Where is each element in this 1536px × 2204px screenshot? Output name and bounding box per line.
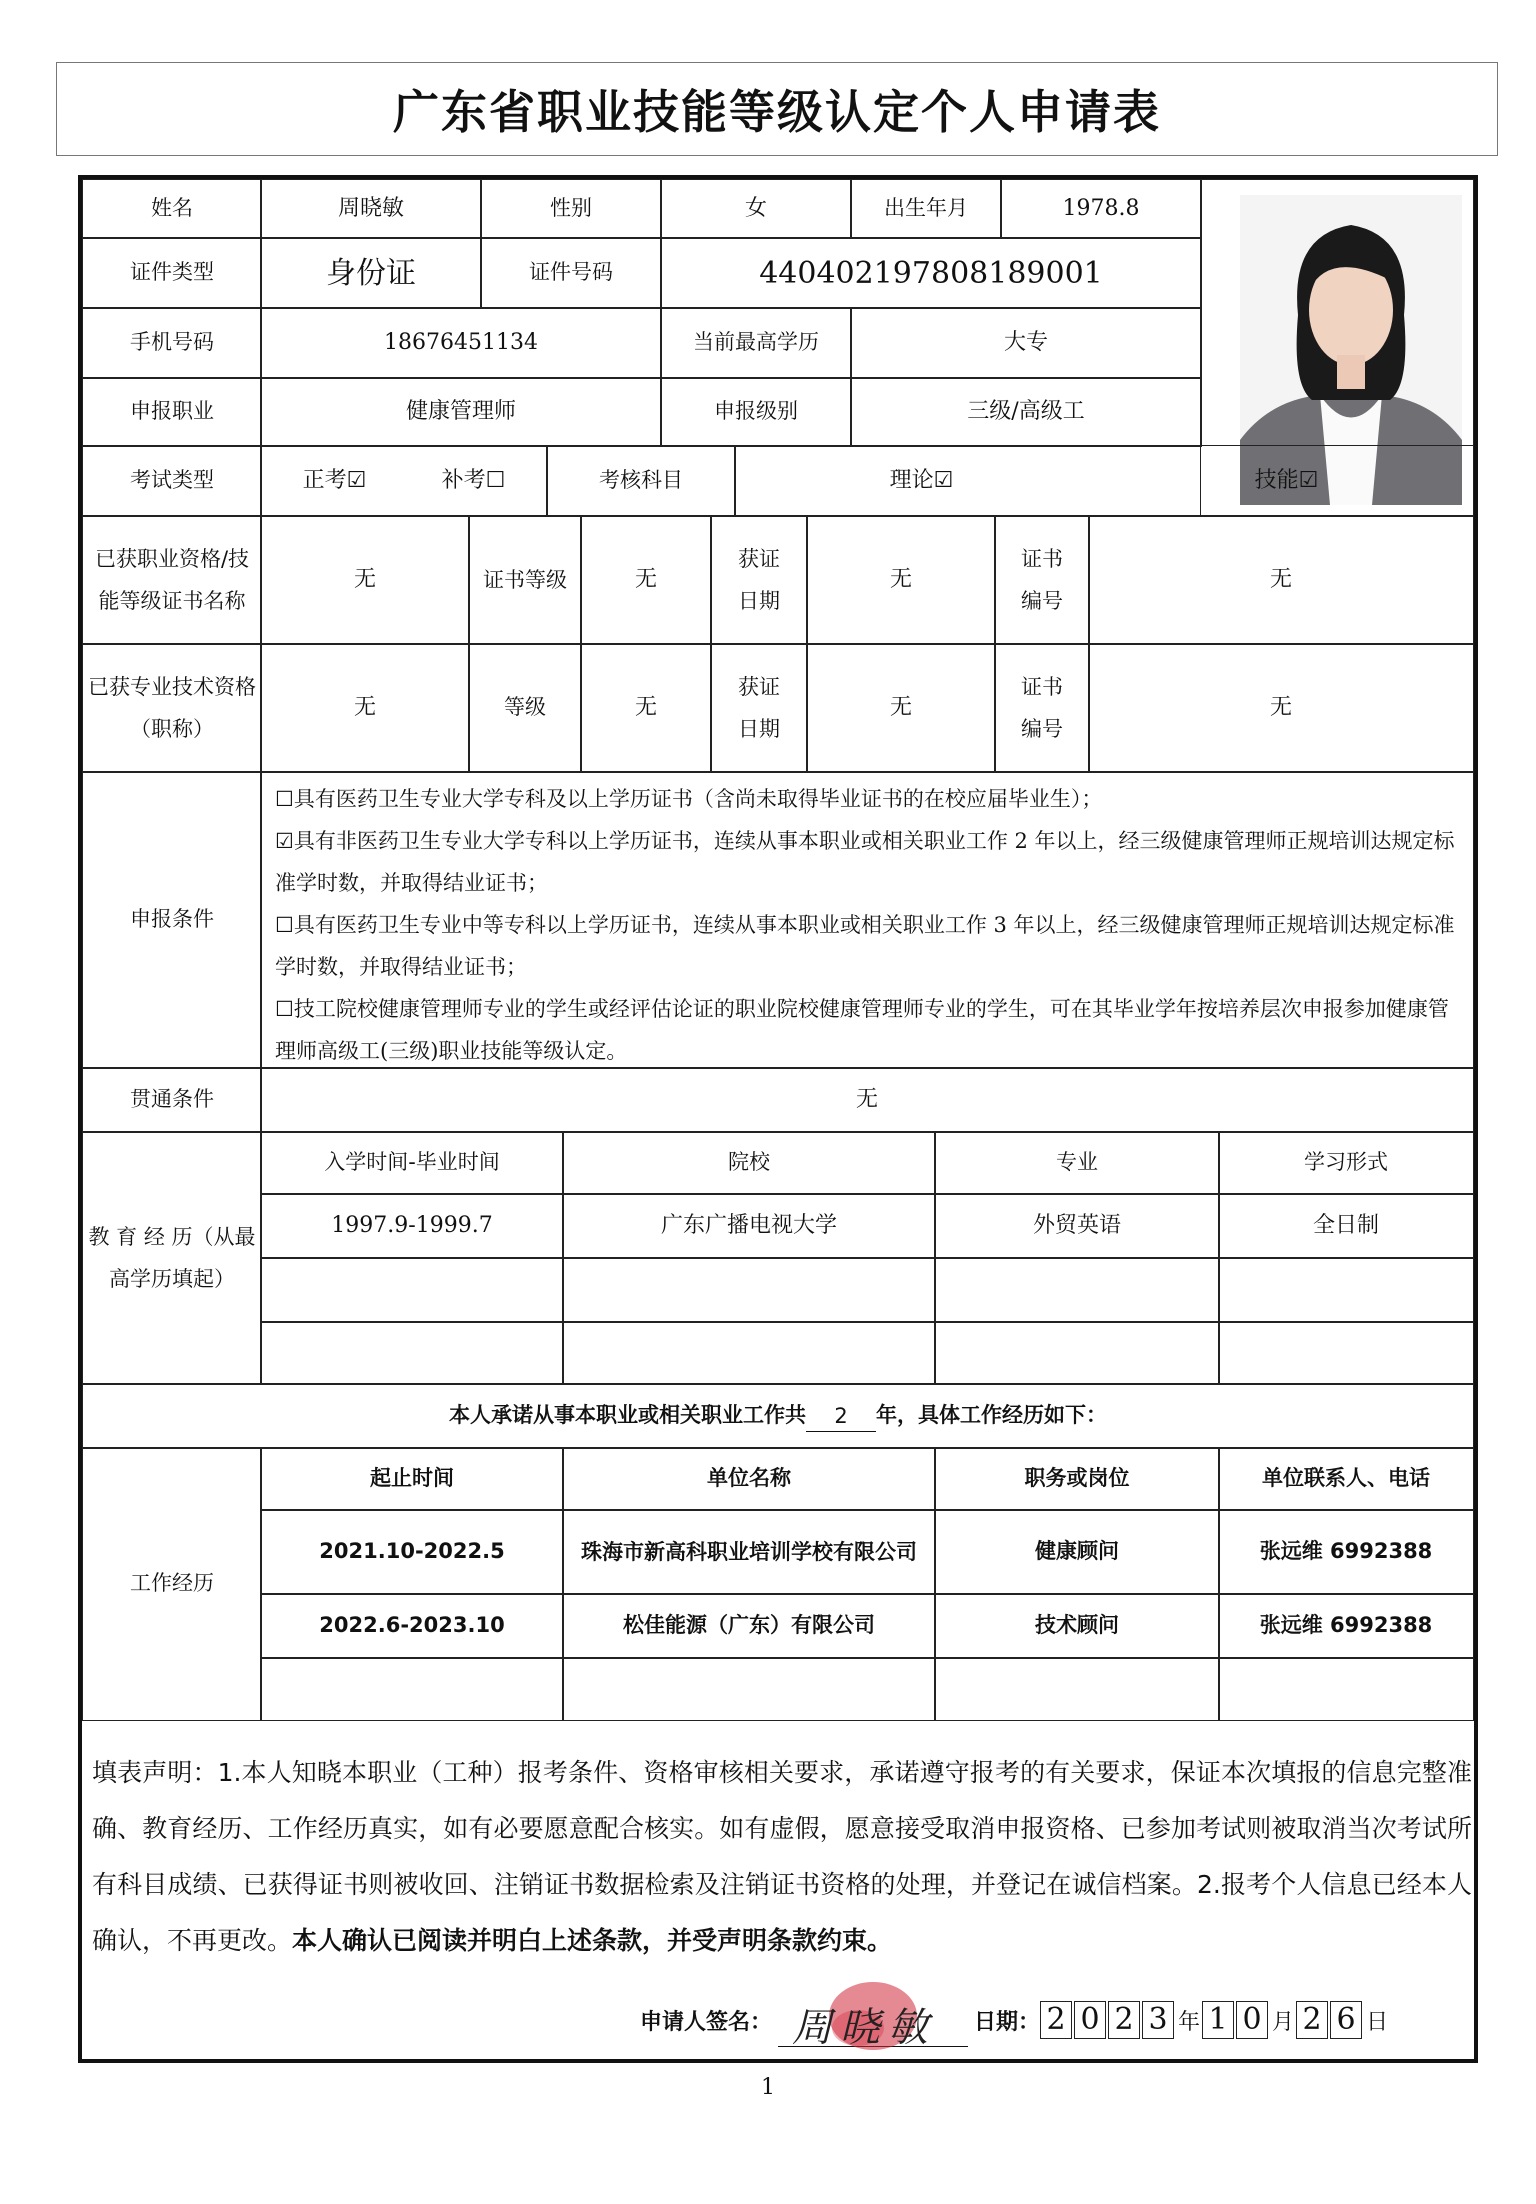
level-label: 申报级别 xyxy=(660,377,852,447)
edu-row2-period xyxy=(260,1257,564,1323)
qual2-date-label: 获证日期 xyxy=(710,643,808,773)
year-digit-4: 3 xyxy=(1142,2001,1174,2039)
edu-header-form: 学习形式 xyxy=(1218,1131,1474,1195)
day-digit-2: 6 xyxy=(1330,2001,1362,2039)
exam-makeup-checkbox[interactable]: 补考☐ xyxy=(441,468,506,494)
year-digit-2: 0 xyxy=(1074,2001,1106,2039)
edu-row3-school xyxy=(562,1321,936,1385)
work-promise-suffix: 年，具体工作经历如下： xyxy=(876,1403,1107,1428)
qual1-grade-label: 证书等级 xyxy=(468,515,582,645)
examtype-label: 考试类型 xyxy=(82,445,262,517)
idtype-value: 身份证 xyxy=(260,237,482,309)
qual2-date: 无 xyxy=(806,643,996,773)
edu-header-school: 院校 xyxy=(562,1131,936,1195)
month-unit: 月 xyxy=(1272,2009,1295,2035)
conditions-label: 申报条件 xyxy=(82,771,262,1069)
work-row2-contact: 张远维 6992388 xyxy=(1218,1593,1474,1659)
edu-row2-school xyxy=(562,1257,936,1323)
qual1-name: 无 xyxy=(260,515,470,645)
declaration-confirm: 本人确认已阅读并明白上述条款，并受声明条款约束。 xyxy=(292,1926,893,1955)
idtype-label: 证件类型 xyxy=(82,237,262,309)
qual2-name: 无 xyxy=(260,643,470,773)
job-label: 申报职业 xyxy=(82,377,262,447)
edu-row1-period: 1997.9-1999.7 xyxy=(260,1193,564,1259)
declaration xyxy=(92,1745,1472,1969)
qual1-date-label: 获证日期 xyxy=(710,515,808,645)
qual1-label: 已获职业资格/技能等级证书名称 xyxy=(82,515,262,645)
signature-name: 周晓敏 xyxy=(792,2004,937,2051)
work-row1-period: 2021.10-2022.5 xyxy=(260,1509,564,1595)
qual1-date: 无 xyxy=(806,515,996,645)
qual1-grade: 无 xyxy=(580,515,712,645)
birth-label: 出生年月 xyxy=(850,179,1002,239)
condition-item-1[interactable]: ☐具有医药卫生专业大学专科及以上学历证书（含尚未取得毕业证书的在校应届毕业生）； xyxy=(275,787,1103,811)
through-value: 无 xyxy=(260,1067,1474,1133)
day-boxes[interactable] xyxy=(1296,2001,1364,2039)
idnum-value: 440402197808189001 xyxy=(660,237,1202,309)
day-unit: 日 xyxy=(1366,2009,1389,2035)
signature-label: 申请人签名： xyxy=(640,2009,773,2035)
edu-row2-form xyxy=(1218,1257,1474,1323)
education-label: 教 育 经 历（从最高学历填起） xyxy=(82,1131,262,1385)
signature-row xyxy=(640,1990,1390,2050)
work-row3-position xyxy=(934,1657,1220,1721)
subjects-options xyxy=(734,445,1474,517)
page-number: 1 xyxy=(761,2075,775,2100)
qual2-grade: 无 xyxy=(580,643,712,773)
edu-row1-major: 外贸英语 xyxy=(934,1193,1220,1259)
subject-skill-checkbox[interactable]: 技能☑ xyxy=(1254,468,1319,494)
qual1-no: 无 xyxy=(1088,515,1474,645)
edu-header-major: 专业 xyxy=(934,1131,1220,1195)
edu-row3-major xyxy=(934,1321,1220,1385)
work-header-contact: 单位联系人、电话 xyxy=(1218,1447,1474,1511)
qual1-no-label: 证书编号 xyxy=(994,515,1090,645)
work-promise xyxy=(82,1383,1474,1449)
job-value: 健康管理师 xyxy=(260,377,662,447)
work-row3-period xyxy=(260,1657,564,1721)
subject-theory-checkbox[interactable]: 理论☑ xyxy=(889,468,954,494)
qual2-no: 无 xyxy=(1088,643,1474,773)
condition-item-4[interactable]: ☐技工院校健康管理师专业的学生或经评估论证的职业院校健康管理师专业的学生，可在其毕业学年按培养层次申报参加健康管理师高级工(三级)职业技能等级认定。 xyxy=(275,997,1449,1063)
work-row3-company xyxy=(562,1657,936,1721)
work-row2-position: 技术顾问 xyxy=(934,1593,1220,1659)
work-row2-period: 2022.6-2023.10 xyxy=(260,1593,564,1659)
conditions-list xyxy=(260,771,1474,1069)
month-boxes[interactable] xyxy=(1202,2001,1270,2039)
edu-value: 大专 xyxy=(850,307,1202,379)
phone-value: 18676451134 xyxy=(260,307,662,379)
subjects-label: 考核科目 xyxy=(546,445,736,517)
page-title: 广东省职业技能等级认定个人申请表 xyxy=(393,85,1161,139)
exam-regular-checkbox[interactable]: 正考☑ xyxy=(302,468,367,494)
work-header-company: 单位名称 xyxy=(562,1447,936,1511)
edu-row1-school: 广东广播电视大学 xyxy=(562,1193,936,1259)
phone-label: 手机号码 xyxy=(82,307,262,379)
work-row2-company: 松佳能源（广东）有限公司 xyxy=(562,1593,936,1659)
examtype-options xyxy=(260,445,548,517)
gender-value: 女 xyxy=(660,179,852,239)
edu-row1-form: 全日制 xyxy=(1218,1193,1474,1259)
work-header-period: 起止时间 xyxy=(260,1447,564,1511)
day-digit-1: 2 xyxy=(1296,2001,1328,2039)
work-label: 工作经历 xyxy=(82,1447,262,1721)
condition-item-3[interactable]: ☐具有医药卫生专业中等专科以上学历证书，连续从事本职业或相关职业工作 3 年以上，经三级健康管理师正规培训达规定标准学时数，并取得结业证书； xyxy=(275,913,1455,979)
work-row1-position: 健康顾问 xyxy=(934,1509,1220,1595)
work-header-position: 职务或岗位 xyxy=(934,1447,1220,1511)
month-digit-1: 1 xyxy=(1202,2001,1234,2039)
edu-header-period: 入学时间-毕业时间 xyxy=(260,1131,564,1195)
signature-field[interactable] xyxy=(778,1994,968,2051)
level-value: 三级/高级工 xyxy=(850,377,1202,447)
qual2-grade-label: 等级 xyxy=(468,643,582,773)
declaration-text: 填表声明：1.本人知晓本职业（工种）报考条件、资格审核相关要求，承诺遵守报考的有关要求，保证本次填报的信息完整准确、教育经历、工作经历真实，如有必要愿意配合核实。如有虚假，愿意接受取消申报资格、已参加考试则被取消当次考试所有科目成绩、已获得证书则被收回、注销证书数据检索及注销证书资格的处理，并登记在诚信档案。2.报考个人信息已经本人确认，不再更改。 xyxy=(92,1758,1472,1955)
qual2-label: 已获专业技术资格（职称） xyxy=(82,643,262,773)
edu-row3-form xyxy=(1218,1321,1474,1385)
work-row1-contact: 张远维 6992388 xyxy=(1218,1509,1474,1595)
edu-label: 当前最高学历 xyxy=(660,307,852,379)
work-row3-contact xyxy=(1218,1657,1474,1721)
month-digit-2: 0 xyxy=(1236,2001,1268,2039)
year-digit-1: 2 xyxy=(1040,2001,1072,2039)
name-label: 姓名 xyxy=(82,179,262,239)
year-digit-3: 2 xyxy=(1108,2001,1140,2039)
edu-row3-period xyxy=(260,1321,564,1385)
qual2-no-label: 证书编号 xyxy=(994,643,1090,773)
work-row1-company: 珠海市新高科职业培训学校有限公司 xyxy=(562,1509,936,1595)
year-unit: 年 xyxy=(1178,2009,1201,2035)
idnum-label: 证件号码 xyxy=(480,237,662,309)
through-label: 贯通条件 xyxy=(82,1067,262,1133)
name-value: 周晓敏 xyxy=(260,179,482,239)
year-boxes[interactable] xyxy=(1040,2001,1176,2039)
date-label: 日期： xyxy=(974,2009,1041,2035)
work-promise-years: 2 xyxy=(806,1401,876,1432)
condition-item-2[interactable]: ☑具有非医药卫生专业大学专科以上学历证书，连续从事本职业或相关职业工作 2 年以上，经三级健康管理师正规培训达规定标准学时数，并取得结业证书； xyxy=(275,829,1455,895)
gender-label: 性别 xyxy=(480,179,662,239)
work-promise-prefix: 本人承诺从事本职业或相关职业工作共 xyxy=(449,1403,806,1428)
title-box xyxy=(56,62,1498,156)
birth-value: 1978.8 xyxy=(1000,179,1202,239)
edu-row2-major xyxy=(934,1257,1220,1323)
